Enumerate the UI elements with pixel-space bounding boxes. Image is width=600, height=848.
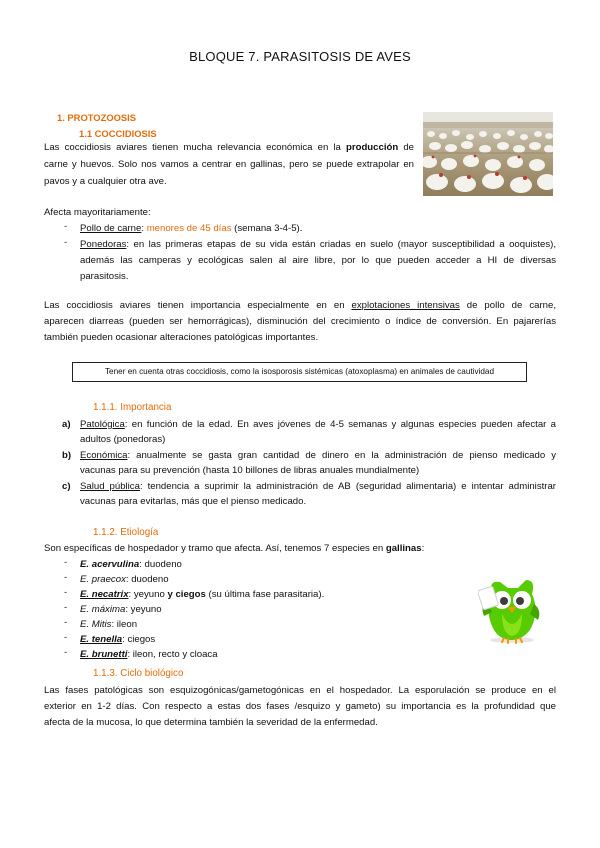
patologica-label: Patológica [80,419,125,430]
bullet-dash: - [64,617,68,628]
species-name: E. necatrix [80,589,129,600]
etiologia-intro-gallinas: gallinas [385,543,422,554]
species-necatrix [80,587,324,603]
section-heading-protozoosis: 1. PROTOZOOSIS [57,112,137,123]
chickens-image [423,112,553,196]
intro-line-2: carne y huevos. Solo nos vamos a centrar en gallinas, pero se puede extrapolar en [44,159,414,170]
para2-line-3: también pueden ocasionar alteraciones patológicas importantes. [44,332,319,343]
intro-line-1 [44,140,414,156]
afecta-item-pollo [80,221,302,237]
para2-line-2: aparecen diarreas (pueden ser hemorrágicas), disminución del crecimiento o índice de conversión. En pajarerías [44,316,556,327]
species-site: : ileon [111,619,138,630]
bullet-dash: - [64,237,68,248]
species-name: E. brunetti [80,649,128,660]
pollo-rest: (semana 3-4-5). [231,223,303,234]
etiologia-intro [44,541,424,557]
species-acervulina [80,557,182,573]
list-letter-a: a) [62,419,71,430]
economica-label: Económica [80,450,128,461]
etiologia-intro-c: : [421,543,425,554]
species-tenella [80,632,155,648]
ponedoras-text-1: : en las primeras etapas de su vida están criadas en suelo (mayor susceptibilidad a ooquistes), [126,239,556,250]
importancia-b-line-1 [80,448,556,464]
poultry-farm-photo [423,112,553,196]
patologica-text: : en función de la edad. En aves jóvenes de 4-5 semanas y algunas especies pueden afectar a [124,419,556,430]
species-site: : ileon, recto y cloaca [127,649,218,660]
importancia-a-line-2: adultos (ponedoras) [80,434,166,445]
afecta-item-ponedoras-line-1 [80,237,556,253]
intro-text-a: Las coccidiosis aviares tienen mucha relevancia económica en la [44,142,346,153]
bullet-dash: - [64,557,68,568]
bullet-dash: - [64,647,68,658]
owl-mascot-icon [478,574,546,644]
bullet-dash: - [64,602,68,613]
species-site: : duodeno [125,574,169,585]
economica-text: : anualmente se gasta gran cantidad de dinero en la administración de pienso medicado y [127,450,556,461]
species-site-bold: y ciegos [167,589,206,600]
salud-publica-text: : tendencia a suprimir la administración de AB (seguridad alimentaria) e intentar administrar [139,481,557,492]
afecta-item-ponedoras-line-2: además las camperas y ecológicas salen al aire libre, por lo que pueden acceder a HI de diversas [80,255,556,266]
ciclo-heading: 1.1.3. Ciclo biológico [93,668,184,679]
species-site-note: (su última fase parasitaria). [205,589,325,600]
importancia-heading: 1.1.1. Importancia [93,402,172,413]
species-site: : duodeno [139,559,182,570]
species-name: E. Mitis [80,619,112,630]
species-site: : yeyuno [125,604,162,615]
para2-text-c: de pollo de carne, [459,300,556,311]
bullet-dash: - [64,572,68,583]
ciclo-line-2: exterior en 1-2 días. Con respecto a estas dos fases /esquizo y gameto) su importancia es la profundidad que [44,701,556,712]
para2-underlined: explotaciones intensivas [351,300,460,311]
ponedoras-label: Ponedoras [80,239,127,250]
species-name: E. tenella [80,634,123,645]
importancia-c-line-2: vacunas para evitarlas, más que el pienso medicado. [80,496,307,507]
species-name: E. máxima [80,604,126,615]
importancia-a-line-1 [80,417,556,433]
etiologia-heading: 1.1.2. Etiología [93,527,159,538]
note-box: Tener en cuenta otras coccidiosis, como la isosporosis sistémicas (atoxoplasma) en animales de cautividad [72,362,527,382]
list-letter-b: b) [62,450,72,461]
subsection-heading-coccidiosis: 1.1 COCCIDIOSIS [79,128,157,139]
intro-text-c: de [398,142,415,153]
species-praecox [80,572,169,588]
species-maxima [80,602,162,618]
species-brunetti [80,647,218,663]
afecta-heading: Afecta mayoritariamente: [44,207,151,218]
species-site: : yeyuno [128,589,168,600]
ciclo-line-1: Las fases patológicas son esquizogónicas/gametogónicas en el hospedador. La esporulación se produce en el [44,685,556,696]
page-title: BLOQUE 7. PARASITOSIS DE AVES [189,49,411,64]
afecta-item-ponedoras-line-3: parasitosis. [80,271,129,282]
importancia-c-line-1 [80,479,556,495]
bullet-dash: - [64,632,68,643]
pollo-colon: : [141,223,147,234]
species-site: : ciegos [122,634,156,645]
bullet-dash: - [64,221,68,232]
salud-publica-label: Salud pública [80,481,140,492]
species-mitis [80,617,137,633]
importancia-b-line-2: vacunas para su prevención (hasta 10 billones de libras anuales mundialmente) [80,465,420,476]
etiologia-intro-a: Son específicas de hospedador y tramo que afecta. Así, tenemos 7 especies en [44,543,386,554]
ciclo-line-3: afecta de la mucosa, lo que determina también la severidad de la enfermedad. [44,717,378,728]
para2-text-a: Las coccidiosis aviares tienen importancia especialmente en en [44,300,352,311]
pollo-highlight: menores de 45 días [146,223,232,234]
para2-line-1 [44,298,556,314]
species-name: E. acervulina [80,559,140,570]
species-name: E. praecox [80,574,126,585]
intro-bold-produccion: producción [345,142,399,153]
bullet-dash: - [64,587,68,598]
list-letter-c: c) [62,481,71,492]
pollo-label: Pollo de carne [80,223,142,234]
intro-line-3: pavos y a cualquier otra ave. [44,176,167,187]
